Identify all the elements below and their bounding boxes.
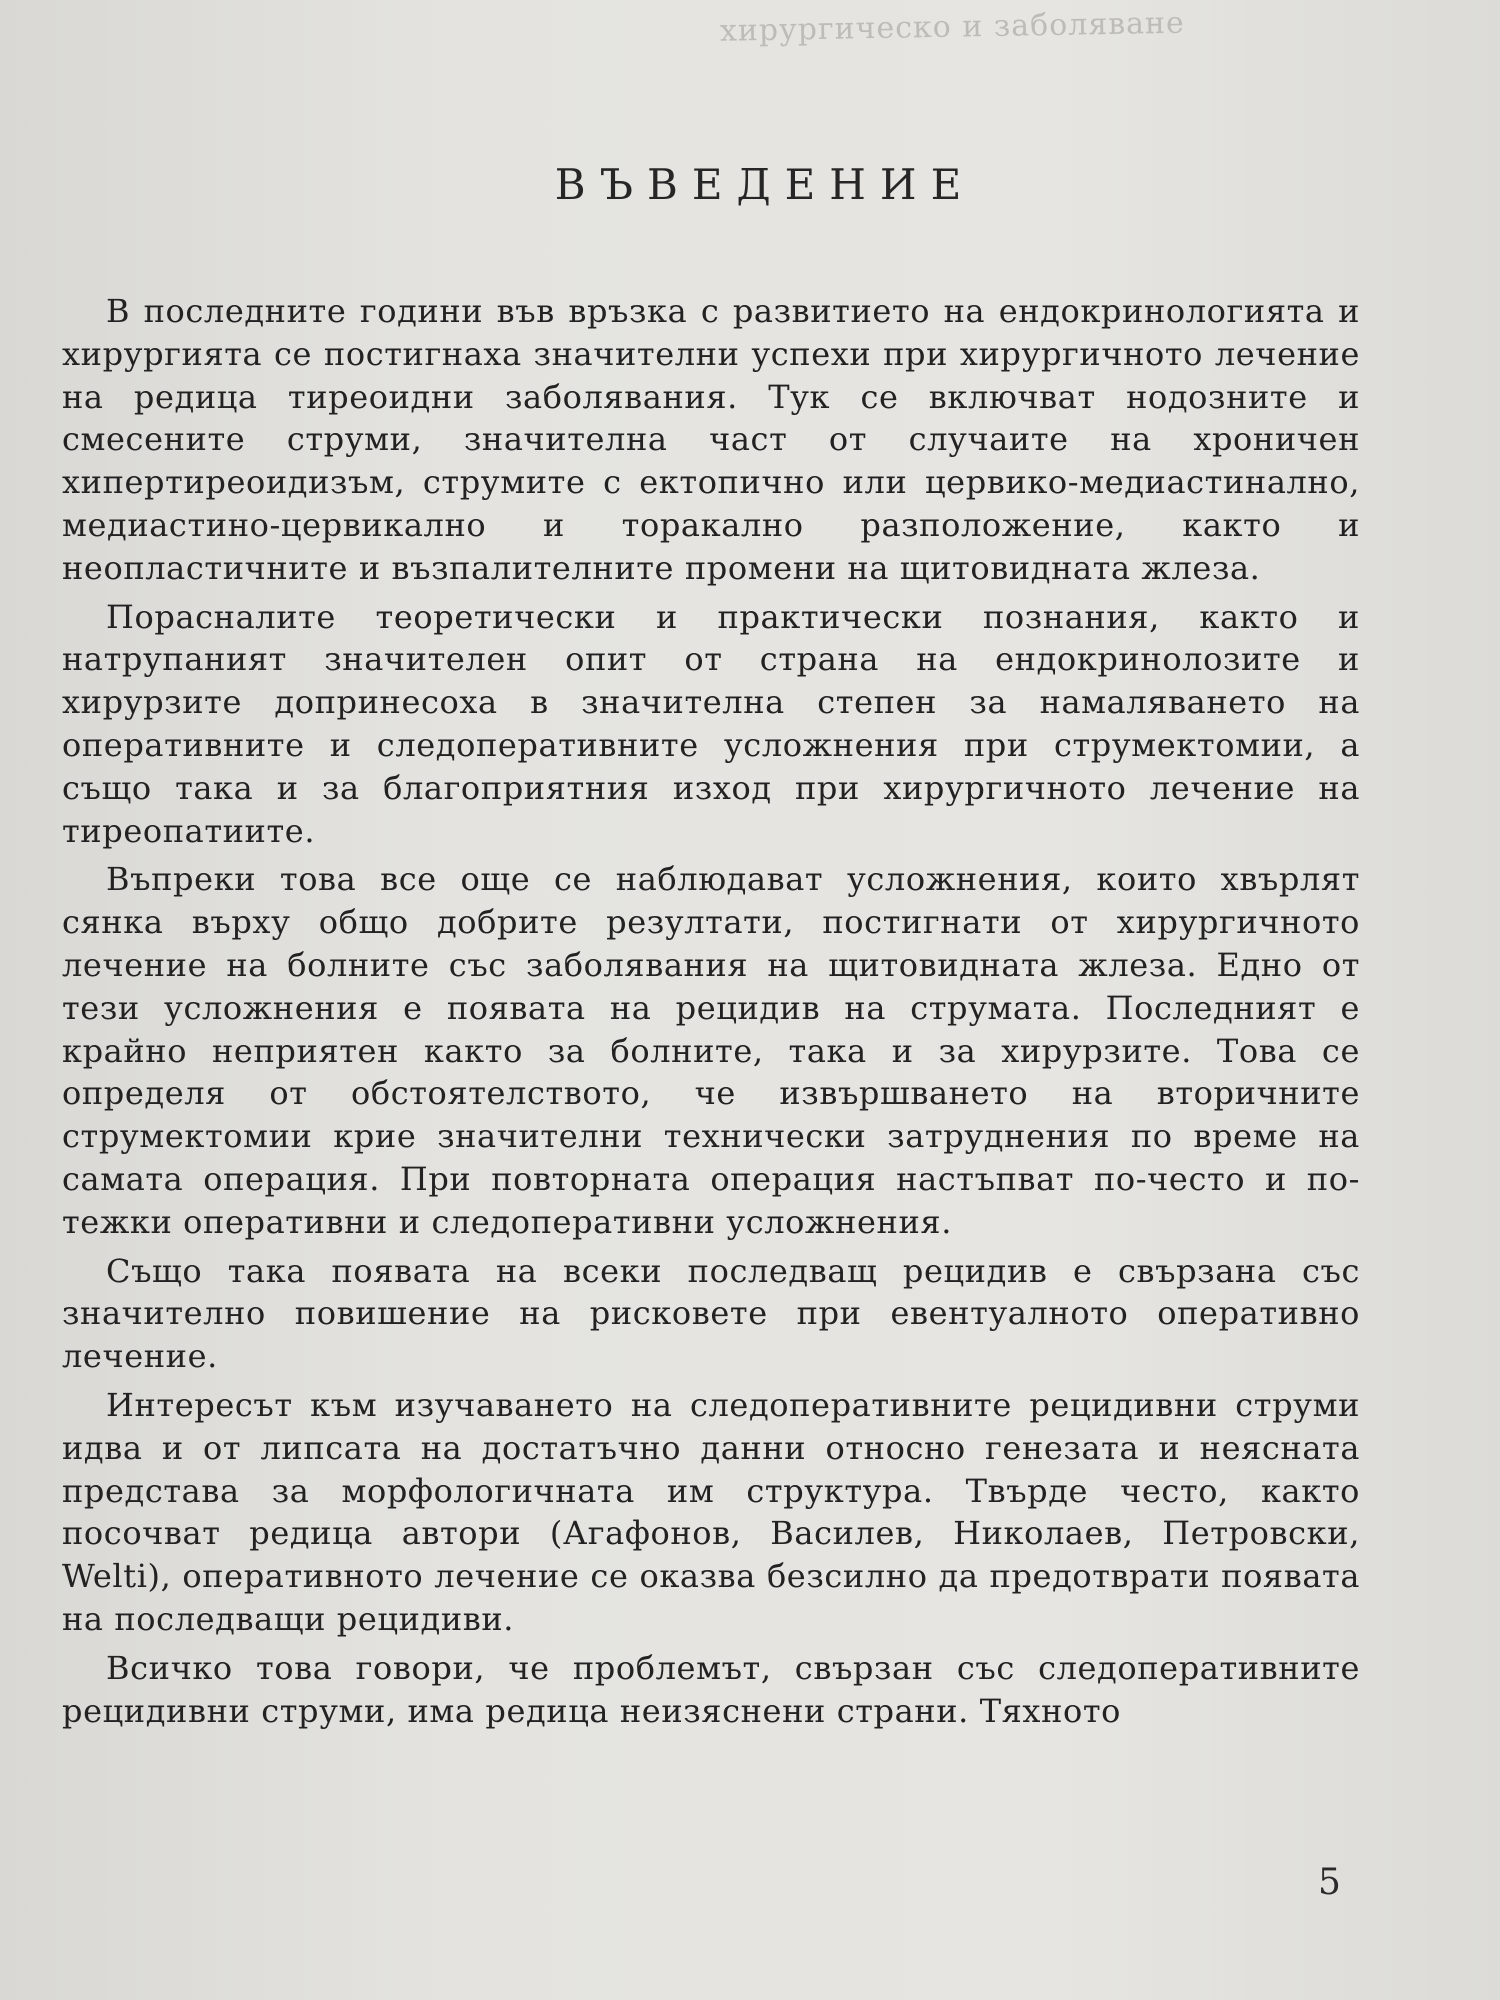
paragraph-5: Интересът към изучаването на следоперативните рецидивни струми идва и от липсата на достатъчно данни относно генезата и неясната представа за морфологичната им структура. Твърде често, както посочват редица автори (Агафонов, Василев, Николаев, Петровски, Welti), оперативното лечение се оказва безсилно да предотврати появата на последващи рецидиви. — [62, 1385, 1360, 1638]
paragraph-2: Порасналите теоретически и практически познания, както и натрупаният значителен опит от страна на ендокринолозите и хирурзите допринесоха в значителна степен за намаляването на оперативните и следоперативните усложнения при струмектомии, а също така и за благоприятния изход при хирургичното лечение на тиреопатиите. — [62, 597, 1360, 850]
paragraph-4: Също така появата на всеки последващ рецидив е свързана със значително повишение на рисковете при евентуалното оперативно лечение. — [62, 1251, 1360, 1376]
chapter-body — [62, 290, 1360, 1738]
previous-page-bleed-through: хирургическо и заболяване — [719, 5, 1186, 49]
chapter-title: ВЪВЕДЕНИЕ — [554, 160, 976, 209]
paragraph-6: Всичко това говори, че проблемът, свързан със следоперативните рецидивни струми, има редица неизяснени страни. Тяхното — [62, 1648, 1360, 1730]
paragraph-1: В последните години във връзка с развитието на ендокринологията и хирургията се постигнаха значителни успехи при хирургичното лечение на редица тиреоидни заболявания. Тук се включват нодозните и смесените струми, значителна част от случаите на хроничен хипертиреоидизъм, струмите с ектопично или цервико-медиастинално, медиастино-цервикално и торакално разположение, както и неопластичните и възпалителните промени на щитовидната жлеза. — [62, 292, 1360, 587]
paragraph-3: Въпреки това все още се наблюдават усложнения, които хвърлят сянка върху общо добрите резултати, постигнати от хирургичното лечение на болните със заболявания на щитовидната жлеза. Едно от тези усложнения е появата на рецидив на струмата. Последният е крайно неприятен както за болните, така и за хирурзите. Това се определя от обстоятелството, че извършването на вторичните струмектомии крие значителни технически затруднения по време на самата операция. При повторната операция настъпват по-често и по-тежки оперативни и следоперативни усложнения. — [62, 860, 1360, 1241]
page-number: 5 — [1318, 1862, 1341, 1903]
